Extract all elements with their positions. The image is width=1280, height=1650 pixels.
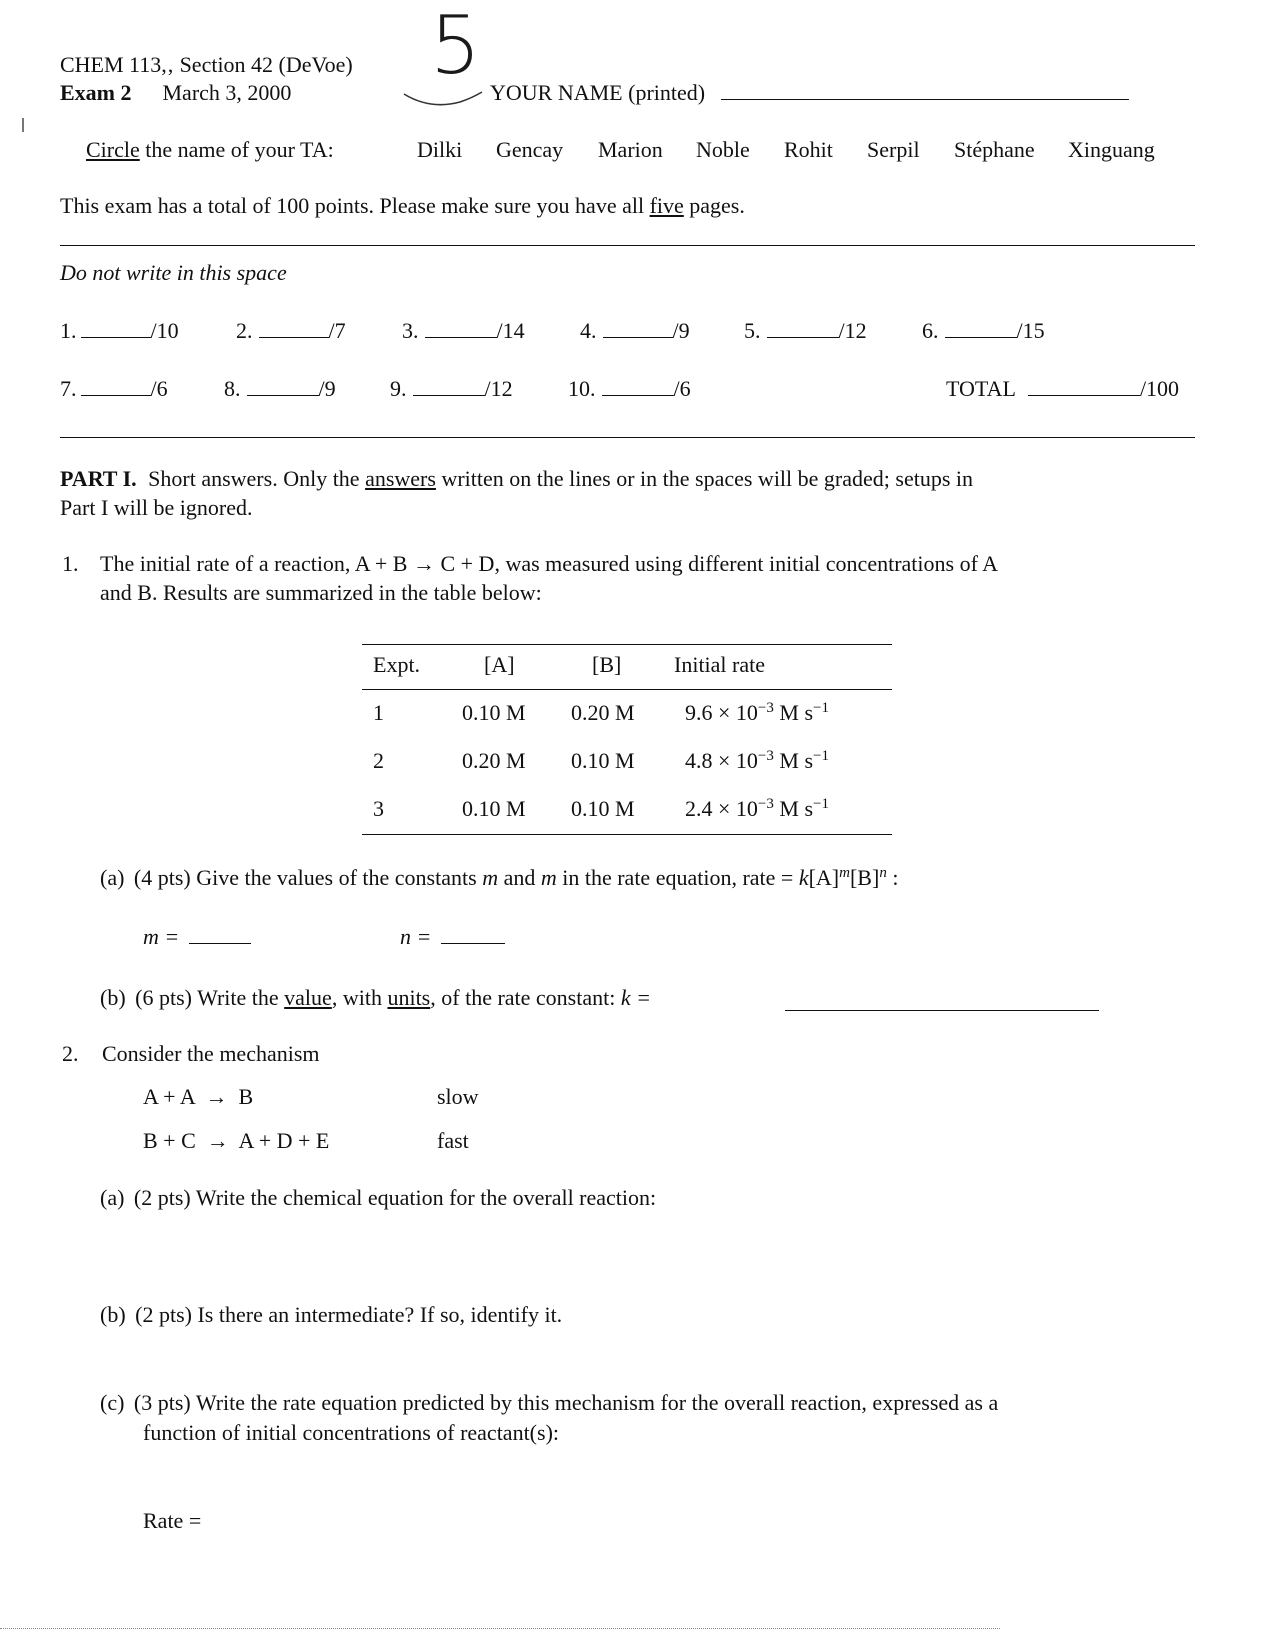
scan-speck	[22, 118, 24, 132]
score-box-caption: Do not write in this space	[60, 260, 287, 285]
table-row-1-b: 0.20 M	[571, 700, 635, 725]
name-prompt-label: YOUR NAME (printed)	[490, 80, 706, 105]
notice-pages: pages.	[689, 193, 745, 218]
score-blank[interactable]	[425, 337, 497, 338]
score-blank[interactable]	[603, 337, 673, 338]
table-row-3-rate: $2.4 \times 10^{-3}$ M $s^{-1}$	[685, 796, 829, 821]
table-header-a: [A]	[484, 652, 515, 677]
rate-label: Rate =	[143, 1508, 202, 1533]
table-row-2-expt: 2	[373, 748, 384, 773]
scan-noise-bottom	[0, 1628, 1000, 1629]
score-blank[interactable]	[259, 337, 329, 338]
q2-part-a: (a) (2 pts) Write the chemical equation for the overall reaction:	[100, 1185, 657, 1210]
circle-word: Circle	[86, 137, 140, 162]
ta-name-noble[interactable]: Noble	[696, 137, 750, 162]
ta-name-rohit[interactable]: Rohit	[784, 137, 833, 162]
table-rule-header	[362, 689, 892, 690]
mechanism-step-2-speed: fast	[437, 1128, 469, 1153]
q2-number: 2.	[62, 1041, 79, 1066]
table-row-3-b: 0.10 M	[571, 796, 635, 821]
exam-label	[60, 80, 291, 106]
q1-part-a: (a) (4 pts) Give the values of the constants m and m in the rate equation, rate = $k[A]^m[B]^n$ :	[100, 865, 899, 890]
q1-text-line1: The initial rate of a reaction, A + B → C + D, was measured using different initial concentrations of A	[100, 551, 999, 576]
notice-five: five	[649, 193, 684, 218]
m-label: m =	[143, 924, 180, 949]
table-row-1-a: 0.10 M	[462, 700, 526, 725]
mechanism-step-1-equation: A + A → B	[143, 1084, 254, 1109]
score-blank[interactable]	[602, 395, 674, 396]
q2-intro: Consider the mechanism	[102, 1041, 320, 1066]
score-blank[interactable]	[413, 395, 485, 396]
table-rule-top	[362, 644, 892, 645]
score-item-5: 5. /12	[744, 318, 867, 343]
score-blank[interactable]	[247, 395, 319, 396]
mechanism-step-1-speed: slow	[437, 1084, 479, 1109]
notice-text: This exam has a total of 100 points. Please make sure you have all	[60, 193, 645, 218]
q2-part-b: (b) (2 pts) Is there an intermediate? If so, identify it.	[100, 1302, 563, 1327]
part1-heading: PART I.	[60, 466, 137, 491]
ta-name-gencay[interactable]: Gencay	[496, 137, 564, 162]
score-item-8: 8. /9	[224, 376, 336, 401]
score-total: TOTAL /100	[946, 376, 1180, 401]
q2-part-a-answer-space[interactable]	[143, 1218, 1143, 1288]
m-answer-field[interactable]	[189, 943, 251, 944]
table-header-b: [B]	[592, 652, 622, 677]
divider-bottom	[60, 437, 1195, 438]
q2-part-b-answer-space[interactable]	[143, 1335, 1143, 1385]
q2-part-c: (c) (3 pts) Write the rate equation predicted by this mechanism for the overall reaction, expressed as a	[100, 1390, 999, 1415]
score-blank[interactable]	[767, 337, 839, 338]
table-row-2-rate: $4.8 \times 10^{-3}$ M $s^{-1}$	[685, 748, 829, 773]
total-blank[interactable]	[1028, 395, 1140, 396]
table-header-expt: Expt.	[373, 652, 421, 677]
score-blank[interactable]	[81, 395, 151, 396]
course-title: CHEM 113,‚ Section 42 (DeVoe)	[60, 52, 353, 77]
handwritten-page-number: 5	[430, 0, 481, 92]
n-answer	[400, 924, 505, 950]
score-blank[interactable]	[81, 337, 151, 338]
ta-name-serpil[interactable]: Serpil	[867, 137, 920, 162]
table-row-2-b: 0.10 M	[571, 748, 635, 773]
name-prompt	[490, 80, 1129, 106]
q1-text-line2: and B. Results are summarized in the table below:	[100, 580, 542, 605]
table-row-1-expt: 1	[373, 700, 384, 725]
score-item-4: 4. /9	[580, 318, 690, 343]
score-item-2: 2. /7	[236, 318, 346, 343]
rate-answer-space[interactable]	[225, 1498, 1125, 1543]
score-item-10: 10. /6	[568, 376, 691, 401]
page-notice	[60, 193, 745, 219]
ta-name-marion[interactable]: Marion	[598, 137, 663, 162]
exam-number: Exam 2	[60, 80, 132, 105]
handwritten-swoosh-mark	[400, 84, 490, 118]
q2-part-c-line2: function of initial concentrations of reactant(s):	[143, 1420, 560, 1445]
score-item-3: 3. /14	[402, 318, 525, 343]
ta-name-stephane[interactable]: Stéphane	[954, 137, 1035, 162]
q1-part-b: (b) (6 pts) Write the value, with units, of the rate constant: k =	[100, 985, 651, 1010]
table-row-3-expt: 3	[373, 796, 384, 821]
score-item-7: 7. /6	[60, 376, 168, 401]
mechanism-step-2-equation: B + C → A + D + E	[143, 1128, 330, 1153]
table-header-rate: Initial rate	[674, 652, 766, 677]
table-row-1-rate: $9.6 \times 10^{-3}$ M $s^{-1}$	[685, 700, 829, 725]
score-blank[interactable]	[945, 337, 1017, 338]
score-item-9: 9. /12	[390, 376, 513, 401]
ta-prompt	[86, 137, 334, 163]
part1-intro-line2: Part I will be ignored.	[60, 495, 253, 520]
divider-top	[60, 245, 1195, 246]
exam-date: March 3, 2000	[162, 80, 292, 105]
m-answer	[143, 924, 251, 950]
ta-name-dilki[interactable]: Dilki	[417, 137, 463, 162]
k-answer-field[interactable]	[785, 985, 1099, 1011]
score-item-6: 6. /15	[922, 318, 1045, 343]
n-label: n =	[400, 924, 432, 949]
score-item-1: 1. /10	[60, 318, 179, 343]
table-row-3-a: 0.10 M	[462, 796, 526, 821]
ta-prompt-text: the name of your TA:	[145, 137, 334, 162]
table-row-2-a: 0.20 M	[462, 748, 526, 773]
ta-name-xinguang[interactable]: Xinguang	[1068, 137, 1155, 162]
n-answer-field[interactable]	[441, 943, 505, 944]
name-field[interactable]	[721, 99, 1129, 100]
part1-intro: PART I. Short answers. Only the answers written on the lines or in the spaces will be graded; setups in	[60, 466, 973, 491]
q1-number: 1.	[62, 551, 79, 576]
table-rule-bottom	[362, 834, 892, 835]
